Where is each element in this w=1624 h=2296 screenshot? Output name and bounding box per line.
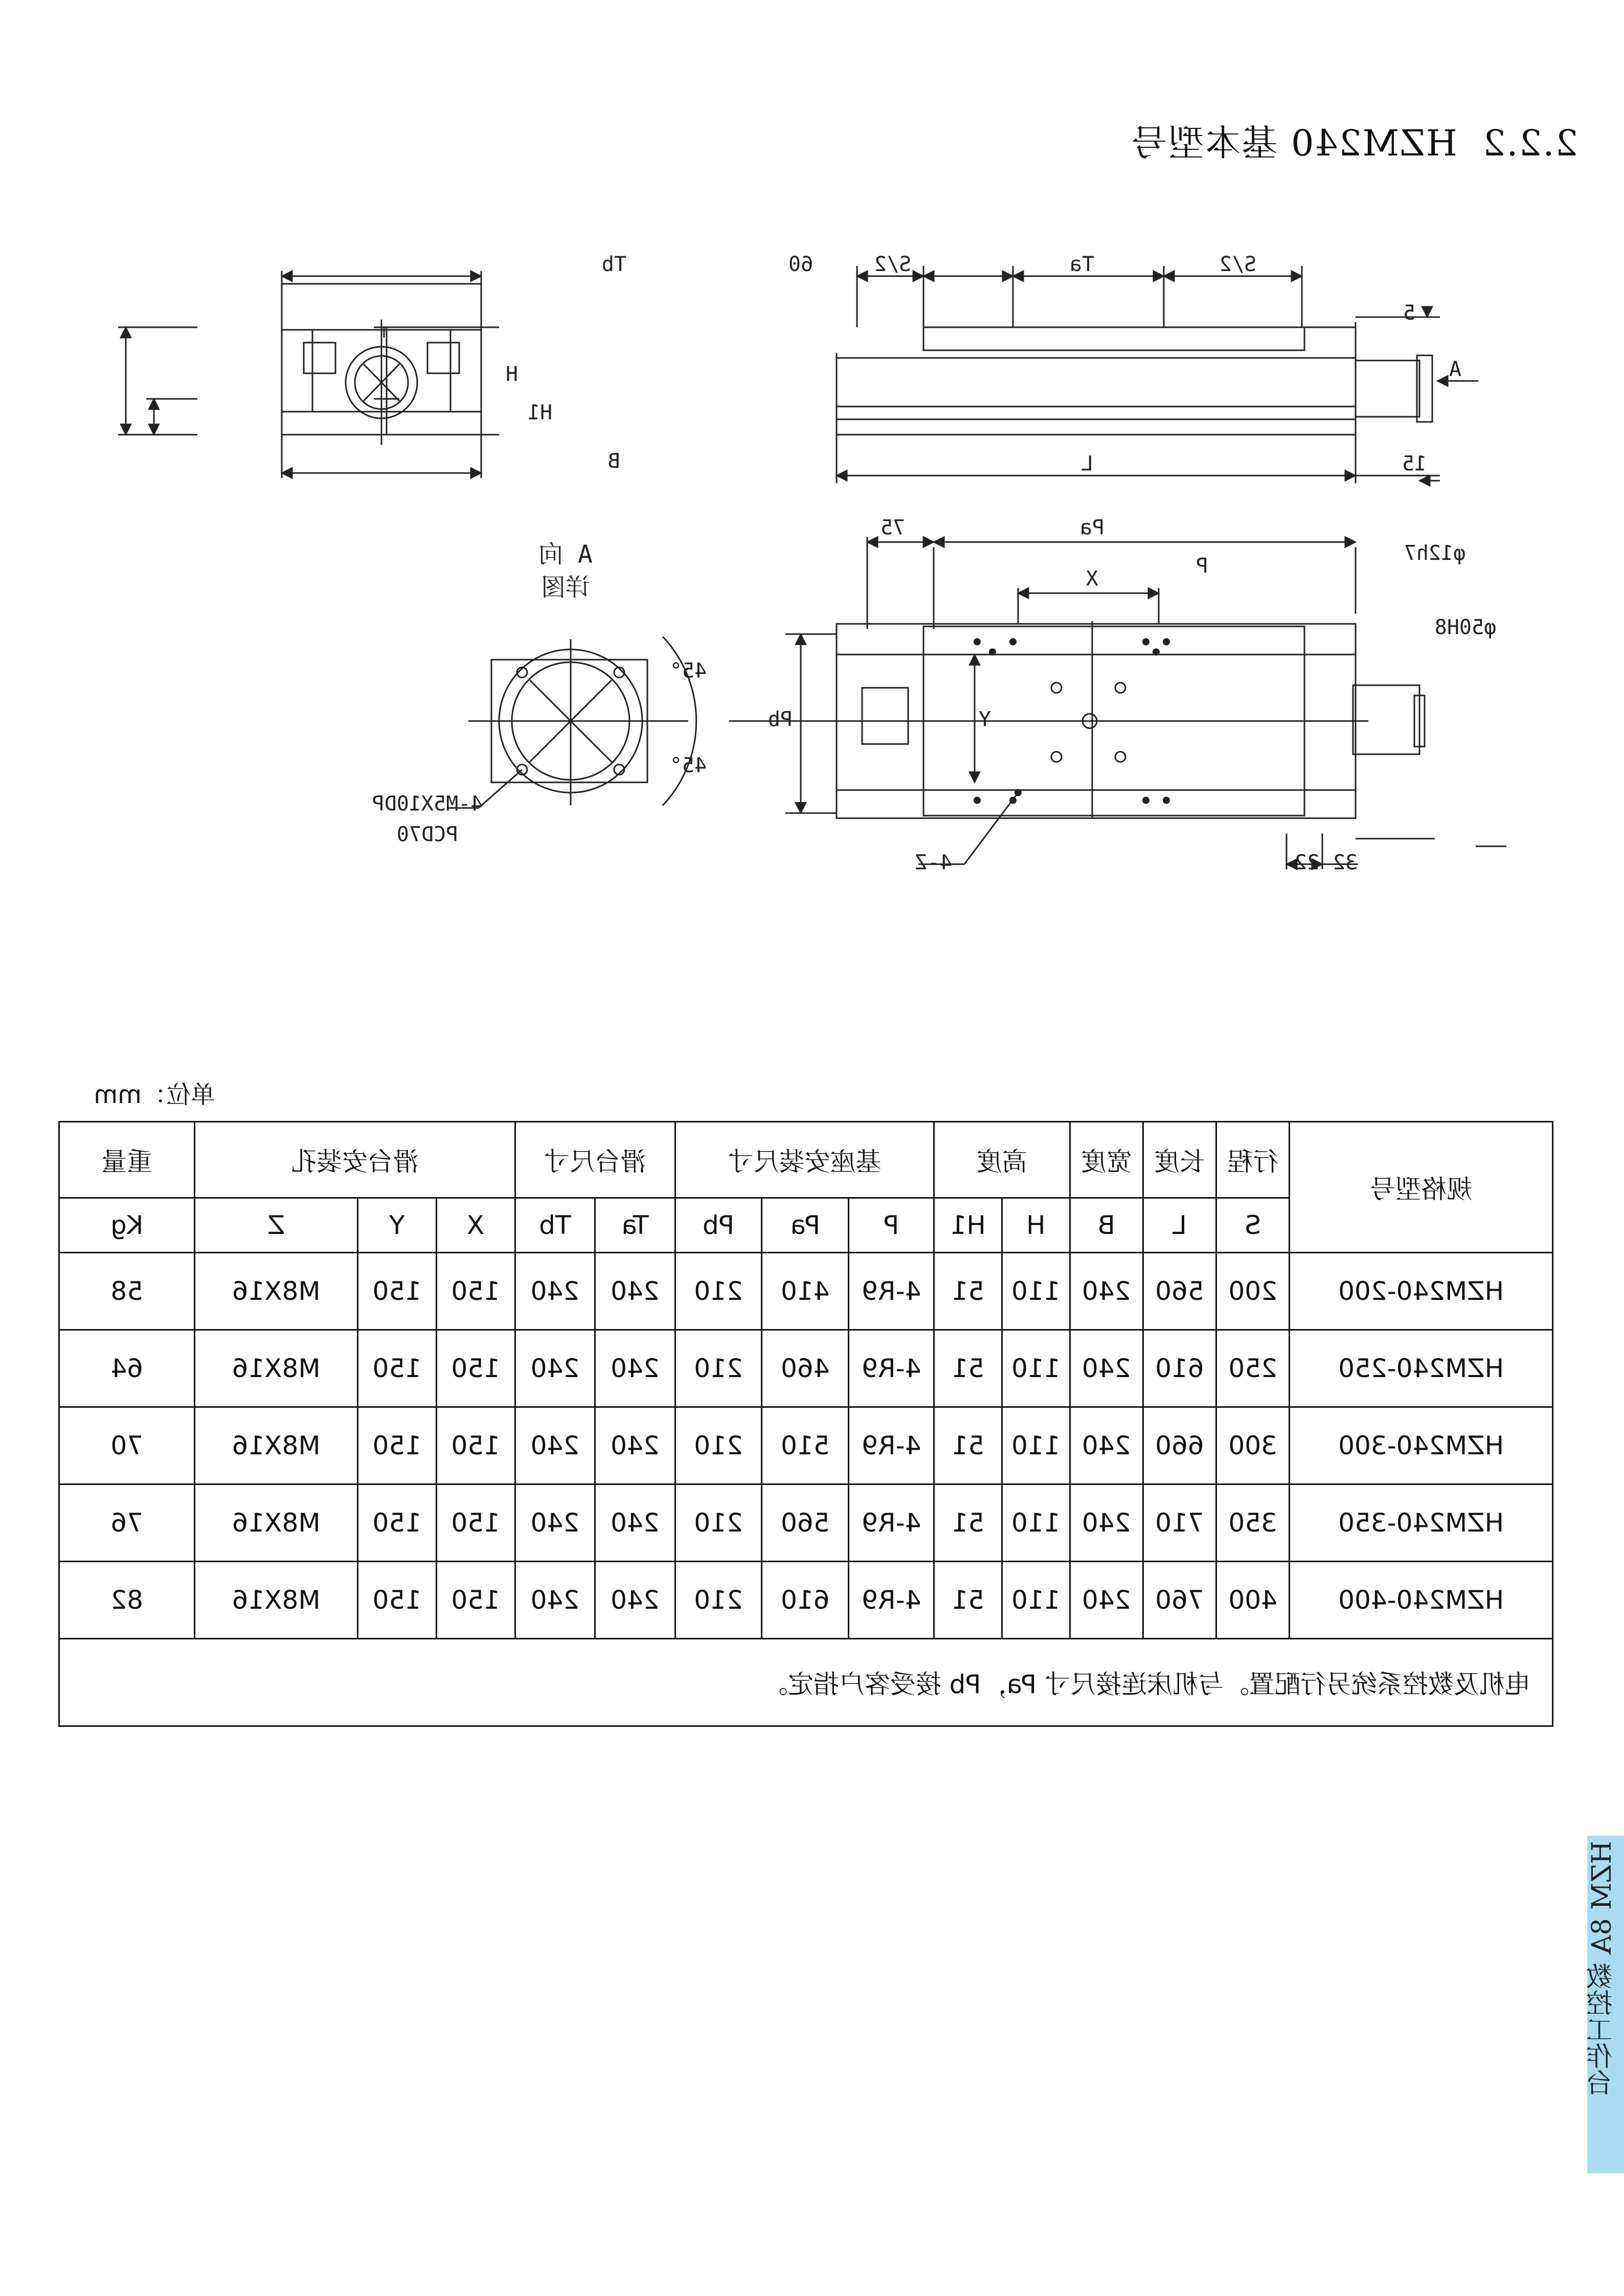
table-cell: 110 [1002, 1484, 1070, 1562]
header-base-mount: 基座安装尺寸 [675, 1122, 934, 1198]
table-cell: 110 [1002, 1330, 1070, 1407]
table-cell: 710 [1143, 1484, 1216, 1562]
model-cell: HZM240-250 [1290, 1330, 1553, 1407]
dim-four-z: 4-Z [915, 851, 953, 874]
table-cell: 51 [934, 1253, 1002, 1330]
dim-y: Y [978, 708, 991, 731]
sub-header-cell: Pa [762, 1198, 849, 1253]
sub-header-cell: X [436, 1198, 515, 1253]
table-cell: 70 [59, 1407, 195, 1484]
table-cell: 240 [515, 1330, 595, 1407]
sub-header-cell: S [1216, 1198, 1290, 1253]
table-note-row [59, 1639, 1553, 1726]
model-cell: HZM240-400 [1290, 1562, 1553, 1639]
header-length: 长度 [1143, 1122, 1216, 1198]
sub-header-cell: P [849, 1198, 934, 1253]
table-cell: M8X16 [195, 1330, 357, 1407]
table-cell: 610 [1143, 1330, 1216, 1407]
table-cell: 460 [762, 1330, 849, 1407]
header-weight: 重量 [59, 1122, 195, 1198]
table-cell: 58 [59, 1253, 195, 1330]
table-cell: 240 [1070, 1484, 1143, 1562]
table-cell: 64 [59, 1330, 195, 1407]
table-cell: 560 [1143, 1253, 1216, 1330]
table-row [59, 1484, 1553, 1562]
table-cell: 210 [675, 1330, 762, 1407]
table-group-header-row [59, 1122, 1553, 1198]
a-view-detail [448, 637, 696, 808]
dim-pb: Pb [768, 708, 793, 731]
dim-45-bottom: 45° [669, 754, 707, 777]
top-view [729, 537, 1506, 869]
sidebar-text: HZM 8A 数控工作台 [1587, 1841, 1617, 2096]
a-view-label-1: A 向 [538, 540, 593, 569]
table-cell: 210 [675, 1562, 762, 1639]
sub-header-cell: B [1070, 1198, 1143, 1253]
dim-tb: Tb [601, 253, 627, 276]
header-width: 宽度 [1070, 1122, 1143, 1198]
dim-p: P [1196, 554, 1209, 578]
dim-seventy-five: 75 [880, 516, 906, 539]
table-cell: 240 [515, 1484, 595, 1562]
sub-header-cell: H1 [934, 1198, 1002, 1253]
table-cell: 150 [357, 1330, 436, 1407]
table-cell: 240 [1070, 1330, 1143, 1407]
table-cell: 240 [595, 1253, 675, 1330]
table-cell: 410 [762, 1253, 849, 1330]
table-cell: 76 [59, 1484, 195, 1562]
table-cell: 250 [1216, 1330, 1290, 1407]
table-cell: 210 [675, 1407, 762, 1484]
table-cell: 240 [1070, 1253, 1143, 1330]
table-cell: M8X16 [195, 1407, 357, 1484]
dim-s-half-right: S/2 [1219, 253, 1257, 276]
section-number: 2.2.2 [1481, 122, 1578, 164]
spec-table [58, 1121, 1553, 1727]
table-cell: 4-R9 [849, 1253, 934, 1330]
table-cell: 110 [1002, 1562, 1070, 1639]
dim-x: X [1086, 567, 1099, 591]
table-cell: 150 [357, 1484, 436, 1562]
table-cell: 110 [1002, 1253, 1070, 1330]
table-cell: 150 [357, 1407, 436, 1484]
table-cell: 240 [595, 1330, 675, 1407]
table-cell: 51 [934, 1330, 1002, 1407]
table-cell: 51 [934, 1484, 1002, 1562]
model-cell: HZM240-300 [1290, 1407, 1553, 1484]
header-model: 规格型号 [1290, 1122, 1553, 1253]
table-cell: 610 [762, 1562, 849, 1639]
dim-h: H [505, 363, 518, 386]
dim-sixty: 60 [788, 253, 814, 276]
header-slide-size: 滑台尺寸 [515, 1122, 675, 1198]
dim-s-half-left: S/2 [874, 253, 912, 276]
dim-thirty-two: 32 [1333, 851, 1358, 874]
table-cell: 82 [59, 1562, 195, 1639]
table-cell: 240 [515, 1407, 595, 1484]
sidebar-tab [1587, 1836, 1624, 2173]
table-cell: 150 [357, 1562, 436, 1639]
table-cell: 240 [595, 1407, 675, 1484]
table-cell: 4-R9 [849, 1330, 934, 1407]
table-cell: 200 [1216, 1253, 1290, 1330]
table-row [59, 1562, 1553, 1639]
table-note: 电机及数控系统另行配置。与机床连接尺寸 Pa，Pb 接受客户指定。 [59, 1639, 1553, 1726]
table-cell: M8X16 [195, 1562, 357, 1639]
unit-label: 单位：mm [94, 1081, 215, 1109]
table-cell: 240 [1070, 1407, 1143, 1484]
table-cell: 240 [515, 1562, 595, 1639]
model-cell: HZM240-200 [1290, 1253, 1553, 1330]
front-view [837, 266, 1478, 483]
technical-drawing [0, 0, 1624, 972]
table-cell: 240 [595, 1562, 675, 1639]
sub-header-cell: Kg [59, 1198, 195, 1253]
dim-h1: H1 [527, 401, 553, 424]
dim-fifteen: 15 [1402, 452, 1427, 476]
side-view [118, 271, 499, 478]
dim-l: L [1080, 452, 1094, 476]
sub-header-cell: Z [195, 1198, 357, 1253]
model-cell: HZM240-350 [1290, 1484, 1553, 1562]
table-cell: 51 [934, 1407, 1002, 1484]
header-height: 高度 [934, 1122, 1070, 1198]
table-cell: 4-R9 [849, 1562, 934, 1639]
sub-header-cell: Y [357, 1198, 436, 1253]
table-cell: 660 [1143, 1407, 1216, 1484]
hole-spec: 4-M5X10DP [372, 792, 483, 816]
dim-five: 5 [1403, 301, 1416, 325]
dim-ta: Ta [1069, 253, 1095, 276]
dim-pa: Pa [1079, 516, 1105, 539]
table-cell: 510 [762, 1407, 849, 1484]
a-view-label-2: 详图 [540, 573, 591, 602]
sub-header-cell: Tb [515, 1198, 595, 1253]
sub-header-cell: L [1143, 1198, 1216, 1253]
table-cell: 210 [675, 1253, 762, 1330]
table-cell: 4-R9 [849, 1484, 934, 1562]
table-cell: 350 [1216, 1484, 1290, 1562]
dim-twenty-two: 22 [1294, 851, 1320, 874]
table-cell: 150 [436, 1253, 515, 1330]
table-cell: 300 [1216, 1407, 1290, 1484]
table-row [59, 1330, 1553, 1407]
table-cell: 150 [357, 1253, 436, 1330]
table-row [59, 1253, 1553, 1330]
header-stroke: 行程 [1216, 1122, 1290, 1198]
sub-header-cell: H [1002, 1198, 1070, 1253]
table-cell: 51 [934, 1562, 1002, 1639]
table-cell: 4-R9 [849, 1407, 934, 1484]
table-cell: M8X16 [195, 1484, 357, 1562]
header-slide-holes: 滑台安装孔 [195, 1122, 515, 1198]
table-cell: 150 [436, 1484, 515, 1562]
table-cell: 110 [1002, 1407, 1070, 1484]
table-cell: 150 [436, 1562, 515, 1639]
dim-phi50: φ50H8 [1434, 616, 1497, 639]
dim-b: B [607, 449, 621, 473]
table-cell: 150 [436, 1407, 515, 1484]
table-cell: 760 [1143, 1562, 1216, 1639]
dim-phi12: φ12h7 [1404, 542, 1466, 565]
dim-a: A [1449, 357, 1462, 381]
table-cell: 240 [595, 1484, 675, 1562]
dim-45-top: 45° [669, 659, 707, 683]
table-cell: M8X16 [195, 1253, 357, 1330]
sub-header-cell: Pb [675, 1198, 762, 1253]
table-cell: 240 [515, 1253, 595, 1330]
table-cell: 150 [436, 1330, 515, 1407]
table-cell: 560 [762, 1484, 849, 1562]
table-row [59, 1407, 1553, 1484]
table-cell: 240 [1070, 1562, 1143, 1639]
table-cell: 210 [675, 1484, 762, 1562]
pcd: PCD70 [396, 823, 459, 846]
section-title: HZM240 基本型号 [1130, 122, 1457, 164]
sub-header-cell: Ta [595, 1198, 675, 1253]
table-cell: 400 [1216, 1562, 1290, 1639]
